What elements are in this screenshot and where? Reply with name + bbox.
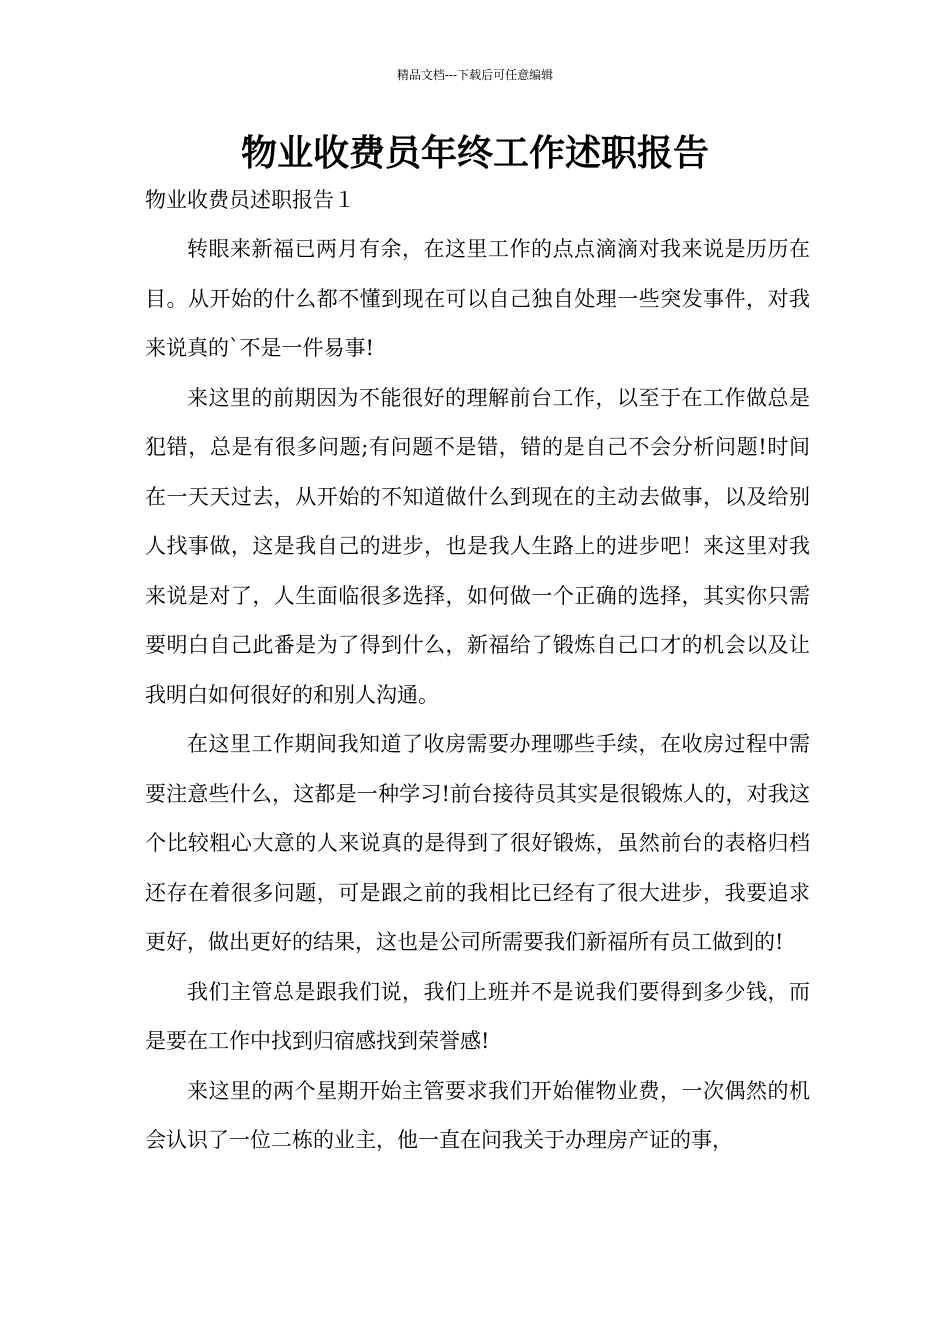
paragraph: 我们主管总是跟我们说，我们上班并不是说我们要得到多少钱，而是要在工作中找到归宿感找到荣誉感! — [145, 979, 810, 1053]
document-body — [145, 225, 810, 1166]
paragraph: 来这里的两个星期开始主管要求我们开始催物业费，一次偶然的机会认识了一位二栋的业主，他一直在问我关于办理房产证的事， — [145, 1078, 810, 1152]
header-note: 精品文档---下载后可任意编辑 — [396, 68, 554, 82]
document-title: 物业收费员年终工作述职报告 — [240, 132, 709, 174]
paragraph: 在这里工作期间我知道了收房需要办理哪些手续，在收房过程中需要注意些什么，这都是一种学习!前台接待员其实是很锻炼人的，对我这个比较粗心大意的人来说真的是得到了很好锻炼，虽然前台的表格归档还存在着很多问题，可是跟之前的我相比已经有了很大进步，我要追求更好，做出更好的结果，这也是公司所需要我们新福所有员工做到的! — [145, 732, 810, 954]
section-heading: 物业收费员述职报告１ — [145, 188, 355, 212]
paragraph: 转眼来新福已两月有余，在这里工作的点点滴滴对我来说是历历在目。从开始的什么都不懂到现在可以自己独自处理一些突发事件，对我来说真的`不是一件易事! — [145, 237, 810, 360]
paragraph: 来这里的前期因为不能很好的理解前台工作，以至于在工作做总是犯错，总是有很多问题;有问题不是错，错的是自己不会分析问题!时间在一天天过去，从开始的不知道做什么到现在的主动去做事，以及给别人找事做，这是我自己的进步，也是我人生路上的进步吧！来这里对我来说是对了，人生面临很多选择，如何做一个正确的选择，其实你只需要明白自己此番是为了得到什么，新福给了锻炼自己口才的机会以及让我明白如何很好的和别人沟通。 — [145, 385, 810, 707]
